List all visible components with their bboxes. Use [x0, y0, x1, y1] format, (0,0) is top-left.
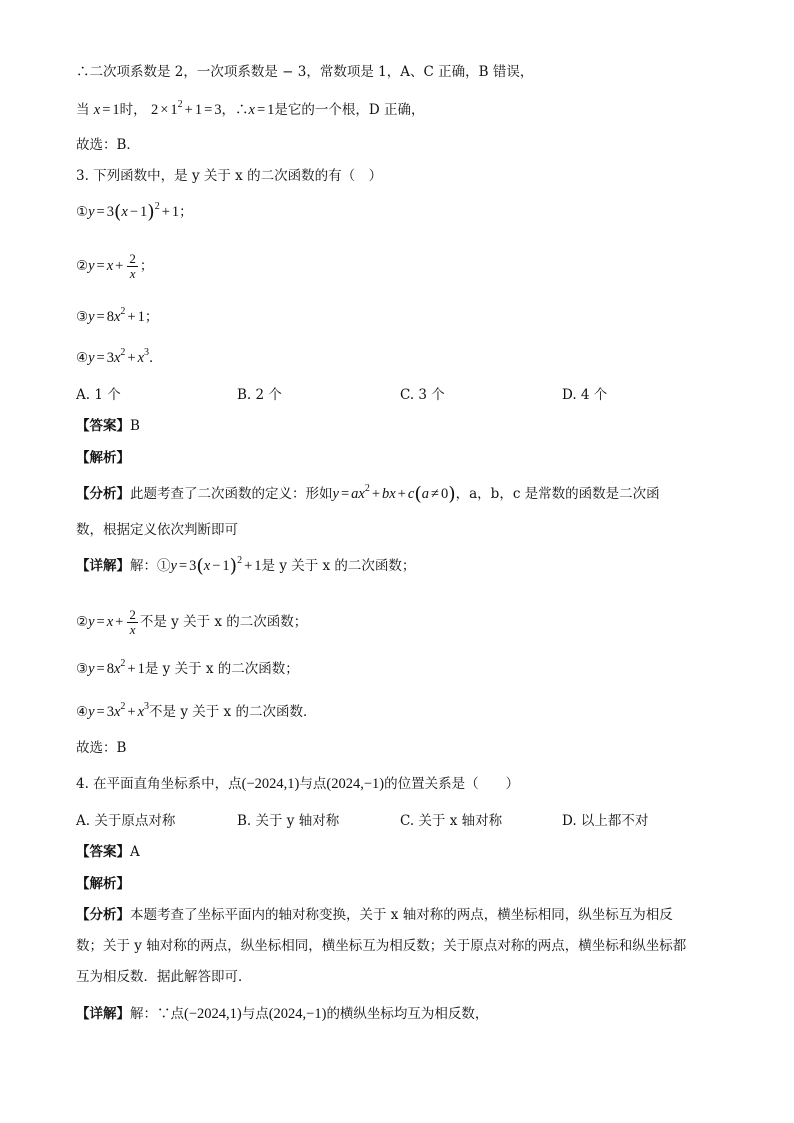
item-label: ③: [76, 661, 89, 677]
option-a: A. 关于原点对称: [76, 813, 176, 829]
punct: ；: [179, 204, 193, 220]
analysis-heading: [76, 874, 130, 894]
option-d: D. 4 个: [562, 387, 608, 403]
detail-line: [76, 1004, 488, 1024]
fraction: $\frac{2}{x}$: [129, 251, 136, 281]
question-3-stem: 3. 下列函数中，是 y 关于 x 的二次函数的有（ ）: [76, 168, 383, 184]
punct: ；: [144, 309, 159, 325]
fenxi-tag: 【分析】: [76, 486, 130, 502]
analysis-heading: [76, 448, 130, 468]
expression-1: ①y = $3(x - 1)^2 + 1$；: [76, 201, 193, 223]
item-label: ④: [76, 350, 89, 366]
text-fragment: 的位置关系是（ ）: [384, 776, 520, 792]
item-label: ①: [76, 204, 89, 220]
point-coordinate: (2024,−1): [326, 776, 385, 792]
text-fragment: ，∴: [221, 102, 249, 118]
text-fragment: 此题考查了二次函数的定义：形如: [130, 486, 333, 502]
fraction: $\frac{2}{x}$: [129, 607, 136, 637]
text-line: [76, 100, 425, 120]
text-fragment: 与点: [299, 776, 327, 792]
analysis-line: 数；关于 y 轴对称的两点，纵坐标相同，横坐标互为相反数；关于原点对称的两点，横坐标和纵坐标都: [76, 938, 687, 954]
analysis-line: 互为相反数．据此解答即可．: [76, 969, 252, 985]
text-fragment: 时，: [119, 102, 147, 118]
option-c: C. 关于 x 轴对称: [400, 813, 503, 829]
text-fragment: 是它的一个根，D 正确，: [274, 102, 425, 118]
item-label: ④: [76, 704, 89, 720]
text-fragment: 本题考查了坐标平面内的轴对称变换，关于 x 轴对称的两点，横坐标相同，纵坐标互为相反: [130, 907, 673, 923]
fenxi-tag: 【分析】: [76, 907, 130, 923]
text-fragment: 当: [76, 102, 90, 118]
text-fragment: 是 y 关于 x 的二次函数；: [144, 661, 299, 677]
option-d: D. 以上都不对: [562, 813, 649, 829]
point-coordinate: (2024,−1): [268, 1006, 327, 1022]
math-expression: $y = ax^2$ + bx + c(a ≠ 0): [332, 483, 456, 505]
expression-2: ②y = x + $\frac{2}{x}$ ；: [76, 251, 154, 281]
math-expression: x = 1: [93, 102, 120, 118]
expression-4: ④y = $3x^2 + x^3$．: [76, 347, 163, 366]
option-b: B. 关于 y 轴对称: [237, 813, 340, 829]
text-fragment: 的横纵坐标均互为相反数，: [326, 1006, 489, 1022]
punct: ．: [149, 350, 163, 366]
text-fragment: 与点: [241, 1006, 269, 1022]
expression-3: ③y = $8x^2 + 1$；: [76, 306, 159, 325]
answer-value: A: [130, 844, 140, 860]
text-fragment: 不是 y 关于 x 的二次函数；: [139, 614, 308, 630]
analysis-tag: 【解析】: [76, 450, 130, 466]
text-fragment: 不是 y 关于 x 的二次函数．: [149, 704, 317, 720]
text-fragment: ，a，b，c 是常数的函数是二次函: [455, 486, 660, 502]
math-expression: $2 \times 1^2 + 1 = 3$: [150, 99, 222, 118]
answer-line: [76, 416, 140, 436]
point-coordinate: (−2024,1): [184, 1006, 242, 1022]
text-fragment: 解：∵点: [130, 1006, 184, 1022]
analysis-tag: 【解析】: [76, 876, 130, 892]
math-expression: $y = 3(x - 1)^2 + 1$: [170, 555, 262, 577]
analysis-line: 数，根据定义依次判断即可: [76, 522, 238, 538]
text-line: 故选：B．: [76, 137, 140, 153]
answer-value: B: [130, 418, 140, 434]
text-fragment: 4. 在平面直角坐标系中，点: [76, 776, 242, 792]
detail-tag: 【详解】: [76, 1006, 130, 1022]
point-coordinate: (−2024,1): [241, 776, 300, 792]
item-label: ②: [76, 614, 89, 630]
detail-line: ④y = $3x^2 + x^3$不是 y 关于 x 的二次函数．: [76, 701, 317, 720]
punct: ；: [139, 258, 154, 274]
answer-line: [76, 842, 140, 862]
text-line: ∴二次项系数是 2，一次项系数是 − 3，常数项是 1，A、C 正确，B 错误，: [76, 64, 534, 80]
detail-line: ②y = x + $\frac{2}{x}$ 不是 y 关于 x 的二次函数；: [76, 607, 308, 637]
detail-line: [76, 556, 415, 576]
text-fragment: 解：①: [130, 558, 171, 574]
detail-tag: 【详解】: [76, 558, 130, 574]
item-label: ③: [76, 309, 89, 325]
option-a: A. 1 个: [76, 387, 121, 403]
analysis-line: [76, 905, 673, 925]
detail-line: ③y = $8x^2 + 1$是 y 关于 x 的二次函数；: [76, 658, 299, 677]
text-fragment: 是 y 关于 x 的二次函数；: [261, 558, 416, 574]
item-label: ②: [76, 258, 89, 274]
question-4-stem: [76, 774, 519, 794]
option-b: B. 2 个: [237, 387, 282, 403]
math-expression: x = 1: [248, 102, 275, 118]
answer-tag: 【答案】: [76, 418, 130, 434]
answer-tag: 【答案】: [76, 844, 130, 860]
analysis-line: [76, 484, 660, 504]
option-c: C. 3 个: [400, 387, 445, 403]
text-line: 故选：B: [76, 740, 127, 756]
